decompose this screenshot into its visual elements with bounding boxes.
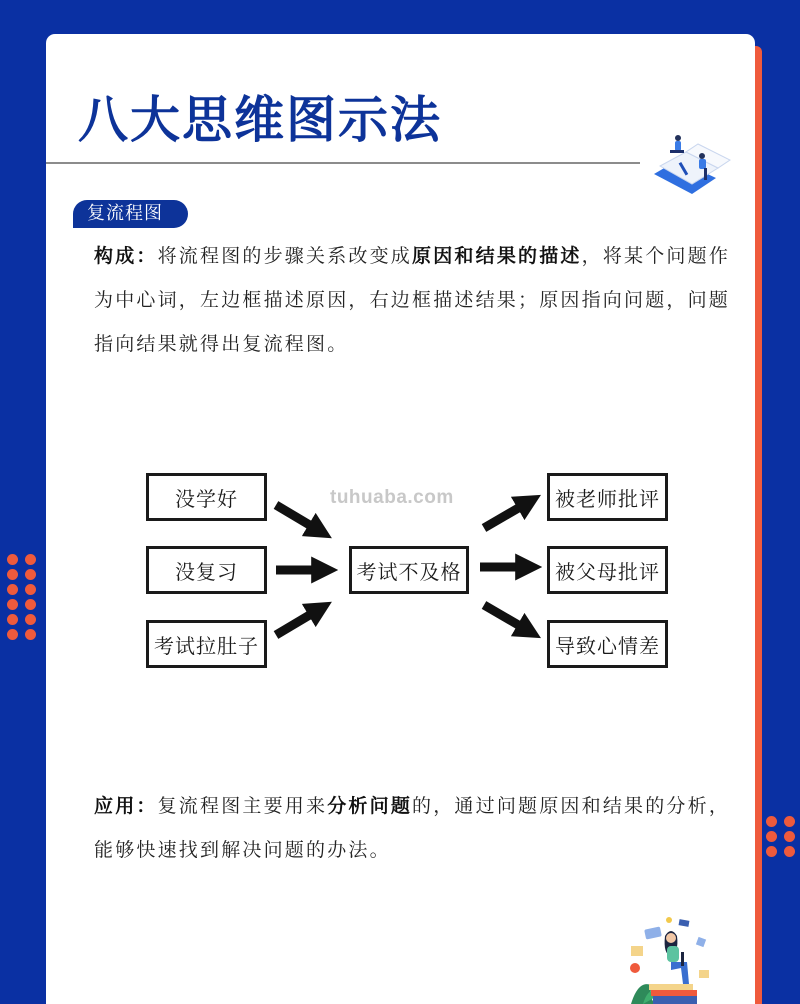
effect-box-3: 导致心情差	[547, 620, 668, 668]
page-title: 八大思维图示法	[78, 91, 442, 149]
application-text-1: 复流程图主要用来	[157, 795, 328, 817]
title-divider	[46, 162, 640, 164]
composition-text-2: ，将某个问题作为中心词，左边框描述原因，右边框描述结果；原因指向问题，问题指向结果就得出复流程图。	[94, 245, 731, 355]
composition-text-1: 将流程图的步骤关系改变成	[157, 245, 413, 267]
orange-dot-grid-left	[7, 554, 36, 640]
girl-studying-icon	[625, 908, 735, 1004]
application-paragraph	[94, 784, 734, 872]
cause-box-2: 没复习	[146, 546, 267, 594]
composition-paragraph	[94, 234, 734, 366]
composition-bold-phrase: 原因和结果的描述	[412, 245, 582, 267]
application-label: 应用：	[94, 795, 158, 817]
people-with-book-icon	[646, 130, 736, 198]
center-problem-box: 考试不及格	[349, 546, 469, 594]
cause-box-3: 考试拉肚子	[146, 620, 267, 668]
watermark: tuhuaba.com	[330, 487, 454, 508]
effect-box-2: 被父母批评	[547, 546, 668, 594]
application-bold-phrase: 分析问题	[327, 795, 413, 817]
application-text-2: 的，通过问题原因和结果的分析，能够快速找到解决问题的办法。	[94, 795, 731, 861]
effect-box-1: 被老师批评	[547, 473, 668, 521]
cause-box-1: 没学好	[146, 473, 267, 521]
orange-dot-grid-right	[766, 816, 795, 857]
composition-label: 构成：	[94, 245, 158, 267]
section-tag: 复流程图	[73, 200, 188, 228]
